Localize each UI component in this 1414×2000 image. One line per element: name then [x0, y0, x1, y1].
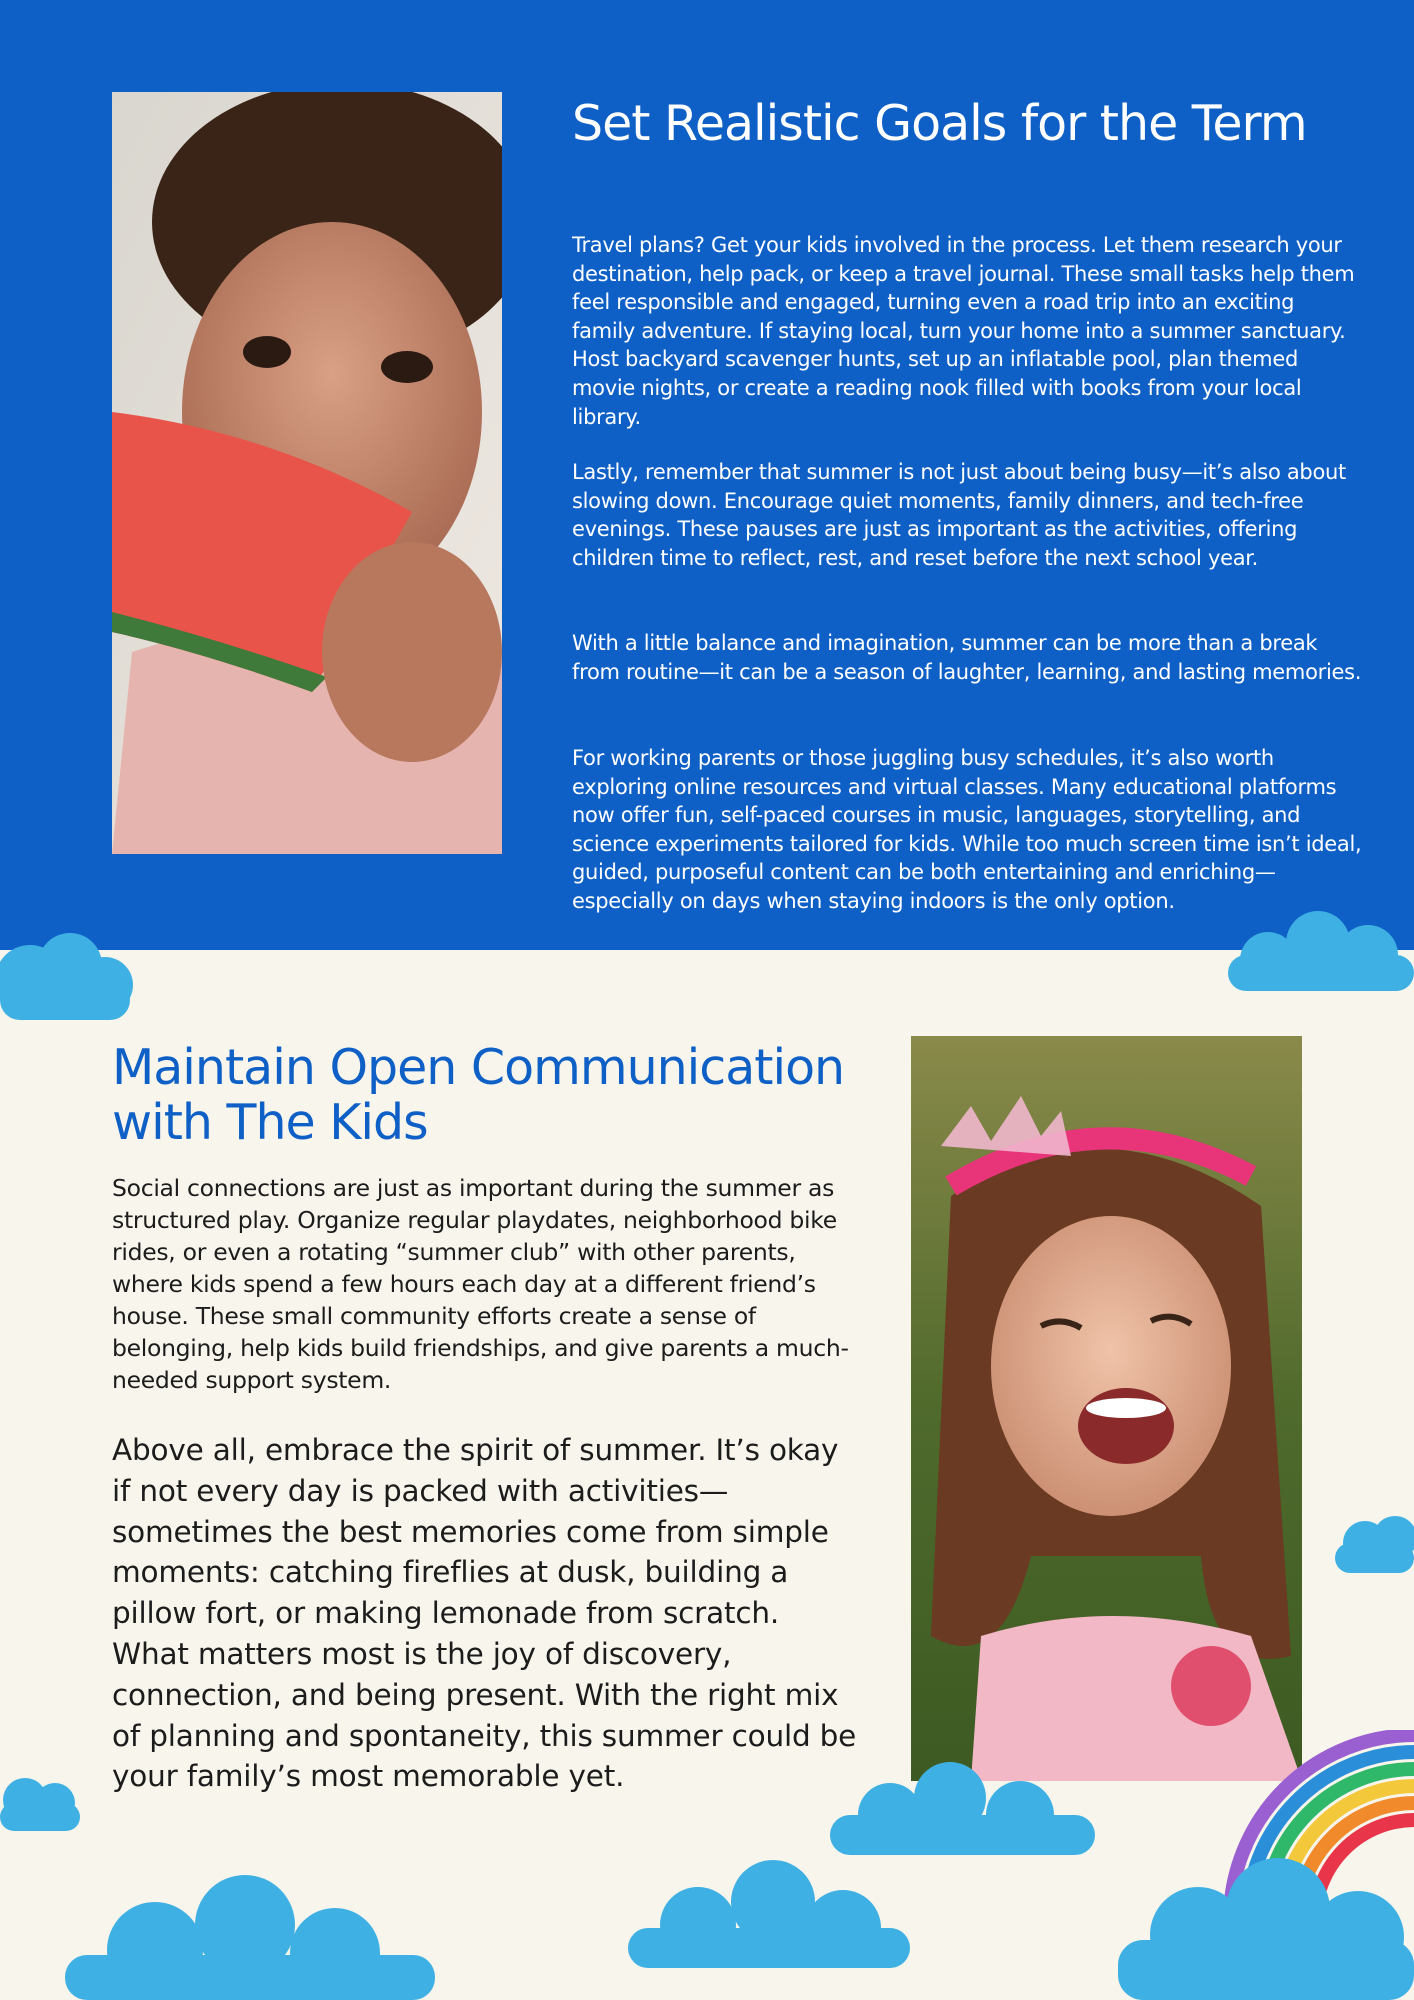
- section2-paragraph-1: Social connections are just as important during the summer as structured play. Organize regular playdates, neighborhood bike rides, or even a rotating “summer club” with other parents, where kids spend a few hours each day at a different friend’s house. These small community efforts create a sense of belonging, help kids build friendships, and give parents a much-needed support system.: [112, 1174, 849, 1394]
- photo-child-eating-watermelon: [112, 92, 502, 854]
- section1-paragraph-2: Lastly, remember that summer is not just about being busy—it’s also about slowing down. Encourage quiet moments, family dinners, and tech-free evenings. These pauses are just as important as the activities, offering children time to reflect, rest, and reset before the next school year.: [572, 460, 1346, 570]
- cloud-icon: [0, 920, 140, 1025]
- cloud-icon: [0, 1765, 82, 1835]
- cloud-icon: [1218, 905, 1414, 995]
- cloud-icon: [830, 1760, 1095, 1860]
- section1-heading: Set Realistic Goals for the Term: [572, 95, 1307, 152]
- section2-paragraph-2: Above all, embrace the spirit of summer. It’s okay if not every day is packed with activities—sometimes the best memories come from simple moments: catching fireflies at dusk, building a pillow fort, or making lemonade from scratch. What matters most is the joy of discovery, connection, and being present. With the right mix of planning and spontaneity, this summer could be your family’s most memorable yet.: [112, 1433, 857, 1794]
- cloud-icon: [65, 1875, 435, 2000]
- cloud-icon: [1118, 1855, 1414, 2000]
- section2-heading: Maintain Open Communication with The Kids: [112, 1039, 845, 1151]
- cloud-icon: [628, 1860, 910, 1970]
- section1-paragraph-3: With a little balance and imagination, summer can be more than a break from routine—it can be a season of laughter, learning, and lasting memories.: [572, 631, 1362, 684]
- section1-paragraph-4: For working parents or those juggling busy schedules, it’s also worth exploring online resources and virtual classes. Many educational platforms now offer fun, self-paced courses in music, languages, storytelling, and science experiments tailored for kids. While too much screen time isn’t ideal, guided, purposeful content can be both entertaining and enriching—especially on days when staying indoors is the only option.: [572, 746, 1362, 913]
- cloud-icon: [1335, 1508, 1414, 1578]
- section1-paragraph-1: Travel plans? Get your kids involved in the process. Let them research your destination, help pack, or keep a travel journal. These small tasks help them feel responsible and engaged, turning even a road trip into an exciting family adventure. If staying local, turn your home into a summer sanctuary. Host backyard scavenger hunts, set up an inflatable pool, plan themed movie nights, or create a reading nook filled with books from your local library.: [572, 233, 1355, 429]
- photo-laughing-girl-with-tiara: [911, 1036, 1302, 1781]
